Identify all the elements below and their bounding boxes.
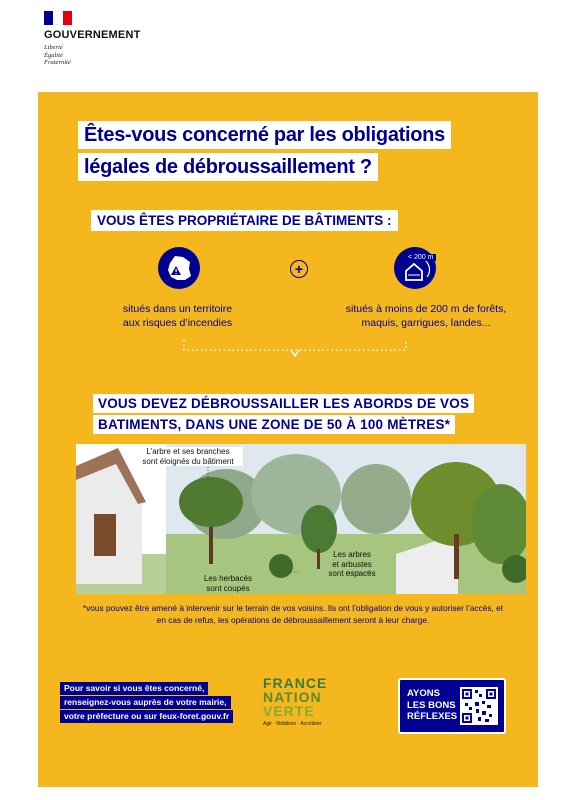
motto: Liberté Égalité Fraternité bbox=[44, 44, 71, 66]
action-banner bbox=[93, 394, 474, 436]
condition-left: situés dans un territoire aux risques d’incendies bbox=[122, 303, 233, 329]
france-risk-icon bbox=[158, 247, 200, 289]
condition-right: situés à moins de 200 m de forêts, maquis, garrigues, landes... bbox=[345, 303, 507, 329]
qr-code-icon[interactable] bbox=[460, 687, 498, 725]
plus-icon: + bbox=[290, 260, 308, 278]
headline-line-1: Êtes-vous concerné par les obligations bbox=[78, 121, 451, 149]
action-banner-line-1: VOUS DEVEZ DÉBROUSSAILLER LES ABORDS DE VOS bbox=[93, 394, 474, 413]
footnote: *vous pouvez être amené à intervenir sur le terrain de vos voisins. Ils ont l’obligation de vous y autoriser l’accès, et en cas de refus, les opérations de débroussaillement seront à leur charge. bbox=[82, 603, 504, 625]
government-name: GOUVERNEMENT bbox=[44, 29, 141, 41]
action-banner-line-2: BATIMENTS, DANS UNE ZONE DE 50 À 100 MÈTRES* bbox=[93, 415, 455, 434]
france-nation-verte-logo: FRANCE NATION VERTE Agir · Mobiliser · Accélérer bbox=[263, 675, 328, 727]
government-header bbox=[44, 11, 141, 67]
info-box: Pour savoir si vous êtes concerné, renseignez-vous auprès de votre mairie, votre préfecture ou sur feux-foret.gouv.fr bbox=[60, 682, 233, 724]
label-grass-cut: Les herbacés sont coupés bbox=[203, 574, 253, 593]
good-reflexes-box: AYONS LES BONS RÉFLEXES bbox=[398, 678, 506, 734]
landscape-illustration bbox=[76, 444, 526, 594]
label-trees-spaced: Les arbres et arbustes sont espacés bbox=[328, 550, 376, 578]
poster bbox=[38, 92, 538, 787]
headline bbox=[78, 121, 451, 185]
headline-line-2: légales de débroussaillement ? bbox=[78, 153, 378, 181]
info-link[interactable]: votre préfecture ou sur feux-foret.gouv.fr bbox=[60, 710, 233, 723]
distance-badge: < 200 m bbox=[408, 254, 434, 261]
owner-banner: VOUS ÊTES PROPRIÉTAIRE DE BÂTIMENTS : bbox=[91, 210, 398, 231]
connector-arrows bbox=[178, 338, 418, 358]
label-tree-distance: L’arbre et ses branches sont éloignés du bâtiment bbox=[133, 447, 243, 466]
french-flag-icon bbox=[44, 11, 72, 25]
